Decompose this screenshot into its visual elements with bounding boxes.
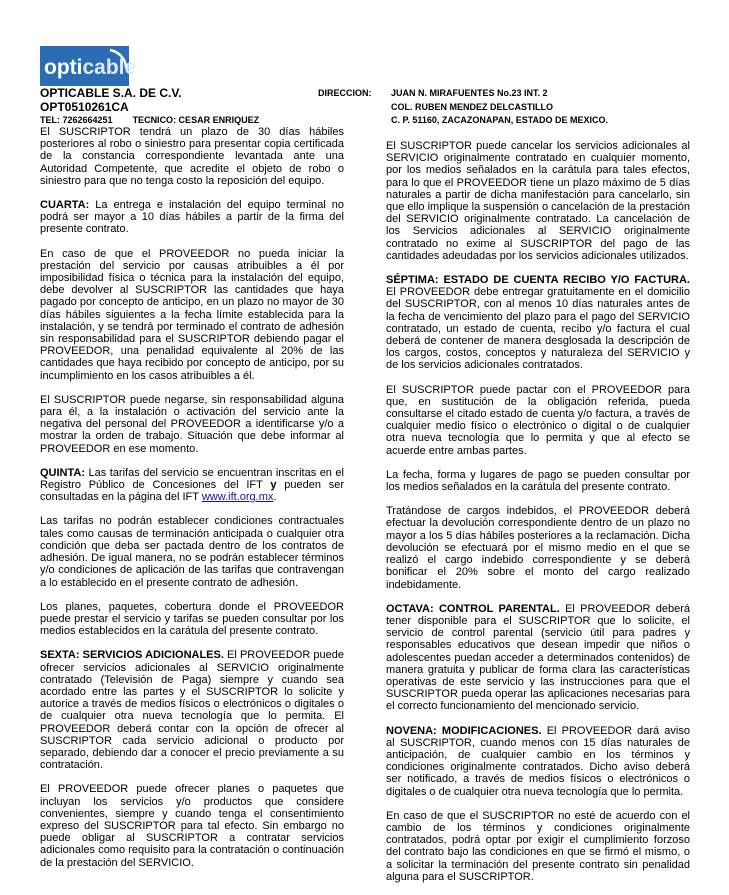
ift-link[interactable]: www.ift.org.mx xyxy=(201,491,274,504)
clause-paragraph: Los planes, paquetes, cobertura donde el PROVEEDOR puede prestar el servicio y tarifas se pueden consultar por los medios establecidos en la carátula del presente contrato. xyxy=(40,600,344,638)
clause-paragraph: En caso de que el SUSCRIPTOR no esté de acuerdo con el cambio de los términos y condiciones originalmente contratados, podrá optar por exigir el cumplimiento forzoso del contrato bajo las condiciones en que se firmó el mismo, o a solicitar la terminación del presente contrato sin penalidad alguna para el SUSCRIPTOR. xyxy=(386,809,690,883)
logo-text-cable: cable xyxy=(82,56,137,79)
clause-novena: NOVENA: MODIFICACIONES. El PROVEEDOR dará aviso al SUSCRIPTOR, cuando menos con 15 días naturales de anticipación, de cualquier cambio en los términos y condiciones originalmente contratados. Dicho aviso deberá ser notificado, a través de medios físicos o electrónicos o digitales o de cualquier otra nueva tecnología que lo permita. xyxy=(386,724,690,798)
left-column xyxy=(40,126,344,881)
technician-name: TECNICO: CESAR ENRIQUEZ xyxy=(132,115,260,125)
phone-number: TEL: 7262664251 xyxy=(40,115,113,125)
clause-paragraph: Tratándose de cargos indebidos, el PROVEEDOR deberá efectuar la devolución correspondiente dentro de un plazo no mayor a los 5 días hábiles posteriores a la reclamación. Dicha devolución se efectuará por el mismo medio en el que se realizó el cargo indebido correspondiente y se deberá bonificar el 20% sobre el monto del cargo realizado indebidamente. xyxy=(386,505,690,591)
clause-octava: OCTAVA: CONTROL PARENTAL. El PROVEEDOR deberá tener disponible para el SUSCRIPTOR que lo solicite, el servicio de control parental (servicio útil para padres y responsables educativos que desean impedir que niños o adolescentes puedan acceder a determinados contenidos) de manera gratuita y publicar de forma clara las características operativas de este servicio y las instrucciones para que el SUSCRIPTOR pueda operar las aplicaciones necesarias para el correcto funcionamiento del mencionado servicio. xyxy=(386,602,690,713)
opticable-logo xyxy=(40,46,137,86)
contact-line xyxy=(40,115,259,125)
clause-title: CUARTA: xyxy=(40,199,90,212)
clause-title: SÉPTIMA: ESTADO DE CUENTA RECIBO Y/O FACTURA. xyxy=(386,274,690,287)
clause-paragraph: En caso de que el PROVEEDOR no pueda iniciar la prestación del servicio por causas atribuibles a él por imposibilidad física o técnica para la instalación del equipo, debe devolver al SUSCRIPTOR las cantidades que haya pagado por concepto de anticipo, en un plazo no mayor de 30 días hábiles siguientes a la fecha límite establecida para la instalación, y se tendrá por terminado el contrato de adhesión sin responsabilidad para el SUSCRIPTOR debiendo pagar el PROVEEDOR, una penalidad equivalente al 20% de las cantidades que haya recibido por concepto de anticipo, por su incumplimiento en los casos atribuibles a él. xyxy=(40,247,344,382)
address-label: DIRECCION: xyxy=(318,88,372,98)
right-column xyxy=(386,140,690,895)
svg-text:opticable xyxy=(44,56,136,79)
clause-paragraph: La fecha, forma y lugares de pago se pueden consultar por los medios señalados en la carátula del presente contrato. xyxy=(386,468,690,494)
clause-paragraph: El SUSCRIPTOR puede cancelar los servicios adicionales al SERVICIO originalmente contratado en cualquier momento, por los medios señalados en la carátula para tales efectos, para lo que el PROVEEDOR tiene un plazo máximo de 5 días naturales a partir de dicha manifestación para cancelarlo, sin que ello implique la suspensión o cancelación de la prestación del SERVICIO originalmente contratado. La cancelación de los Servicios adicionales al SERVICIO originalmente contratado no exime al SUSCRIPTOR del pago de las cantidades adeudadas por los servicios adicionales utilizados. xyxy=(386,140,690,262)
logo-text-opti: opti xyxy=(44,56,83,79)
clause-paragraph: El SUSCRIPTOR tendrá un plazo de 30 días hábiles posteriores al robo o siniestro para presentar copia certificada de la constancia correspondiente levantada ante una Autoridad Competente, que acredite el objeto de robo o siniestro para que no tenga costo la reposición del equipo. xyxy=(40,126,344,187)
clause-cuarta: CUARTA: La entrega e instalación del equipo terminal no podrá ser mayor a 10 días hábiles a partir de la firma del presente contrato. xyxy=(40,199,344,236)
clause-paragraph: Las tarifas no podrán establecer condiciones contractuales tales como causas de terminación anticipada o cualquier otra condición que deba ser pactada dentro de los contratos de adhesión. De igual manera, no se podrán establecer términos y/o condiciones de aplicación de las tarifas que contravengan a lo establecido en el presente contrato de adhesión. xyxy=(40,515,344,589)
company-rfc: OPT0510261CA xyxy=(40,100,129,114)
clause-paragraph: El PROVEEDOR puede ofrecer planes o paquetes que incluyan los servicios y/o productos que considere convenientes, siempre y cuando tenga el consentimiento expreso del SUSCRIPTOR para tal efecto. Sin embargo no puede obligar al SUSCRIPTOR a contratar servicios adicionales como requisito para la contratación o continuación de la prestación del SERVICIO. xyxy=(40,783,344,869)
clause-title: SEXTA: SERVICIOS ADICIONALES. xyxy=(40,649,224,662)
clause-paragraph: El SUSCRIPTOR puede pactar con el PROVEEDOR para que, en sustitución de la obligación referida, pueda consultarse el citado estado de cuenta y/o factura, a través de cualquier medio físico o electrónico o digital o de cualquier otra nueva tecnología que lo permita y que al efecto se acuerde entre ambas partes. xyxy=(386,383,690,457)
clause-septima: SÉPTIMA: ESTADO DE CUENTA RECIBO Y/O FACTURA. El PROVEEDOR debe entregar gratuitamente en el domicilio del SUSCRIPTOR, con al menos 10 días naturales antes de la fecha de vencimiento del plazo para el pago del SERVICIO contratado, un estado de cuenta, recibo y/o factura el cual deberá de contener de manera desglosada la descripción de los cargos, costos, conceptos y naturaleza del SERVICIO y de los servicios adicionales contratados. xyxy=(386,274,690,372)
clause-quinta: QUINTA: Las tarifas del servicio se encuentran inscritas en el Registro Público de Concesiones del IFT y pueden ser consultadas en la página del IFT www.ift.org.mx. xyxy=(40,466,344,504)
company-name: OPTICABLE S.A. DE C.V. xyxy=(40,86,182,100)
clause-title: NOVENA: MODIFICACIONES. xyxy=(386,724,542,737)
address-line-1: JUAN N. MIRAFUENTES No.23 INT. 2 xyxy=(391,88,548,98)
logo-graphic xyxy=(40,46,137,86)
clause-sexta: SEXTA: SERVICIOS ADICIONALES. El PROVEEDOR puede ofrecer servicios adicionales al SERVICIO originalmente contratado (Televisión de Paga) siempre y cuando sea acordado entre las partes y el SUSCRIPTOR lo solicite y autorice a través de medios físicos o electrónicos o digitales o de cualquier otra nueva tecnología que lo permita. El PROVEEDOR deberá contar con la opción de ofrecer al SUSCRIPTOR cada servicio adicional o producto por separado, debiendo dar a conocer el precio previamente a su contratación. xyxy=(40,649,344,772)
address-line-3: C. P. 51160, ZACAZONAPAN, ESTADO DE MEXICO. xyxy=(391,115,609,125)
clause-title: OCTAVA: CONTROL PARENTAL. xyxy=(386,602,560,615)
address-line-2: COL. RUBEN MENDEZ DELCASTILLO xyxy=(391,102,553,112)
clause-paragraph: El SUSCRIPTOR puede negarse, sin responsabilidad alguna para él, a la instalación o activación del servicio ante la negativa del personal del PROVEEDOR a identificarse y/o a mostrar la orden de trabajo. Situación que debe informar al PROVEEDOR en ese momento. xyxy=(40,393,344,455)
clause-title: QUINTA: xyxy=(40,466,86,479)
